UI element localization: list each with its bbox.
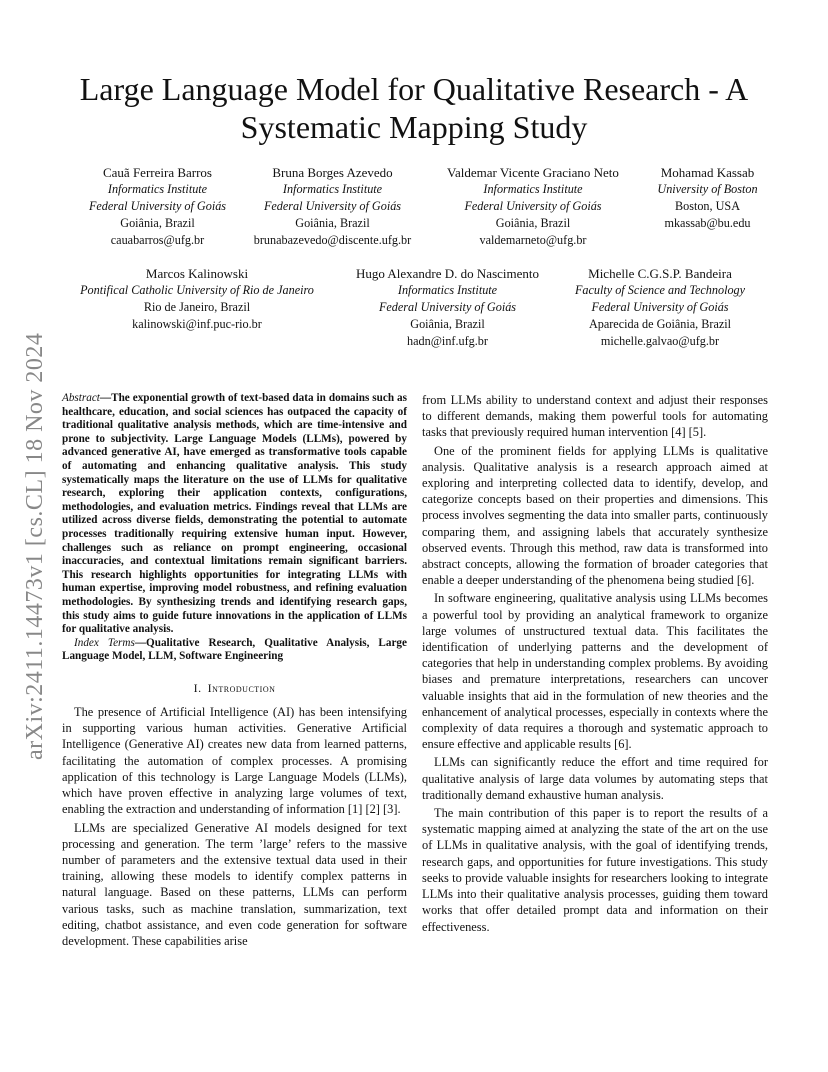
right-column: [422, 392, 768, 935]
author-name: Cauã Ferreira Barros: [102, 165, 212, 180]
author-affiliation: Federal University of Goiás: [263, 199, 402, 213]
author-name: Valdemar Vicente Graciano Neto: [447, 165, 619, 180]
author-email: mkassab@bu.edu: [664, 216, 751, 230]
author-email: hadn@inf.ufg.br: [407, 334, 488, 348]
author-name: Bruna Borges Azevedo: [272, 165, 393, 180]
author-city: Boston, USA: [674, 199, 740, 213]
author-affiliation: Federal University of Goiás: [464, 199, 602, 213]
author-email: cauabarros@ufg.br: [110, 233, 205, 247]
body-paragraph: In software engineering, qualitative analysis using LLMs becomes a powerful tool by providing an analytical framework to organize large volumes of unstructured textual data. This facilitates the identification of underlying patterns and the development of categories that help in understanding complex problems. By avoiding biases and premature interpretations, researchers can uncover valuable insights that aid in the formulation of new theories and the enhancement of analytical processes, especially in contexts where the complexity of data requires a thorough and systematic approach to ensure effective and applicable results [6].: [422, 591, 768, 752]
section-title: Introduction: [207, 680, 276, 695]
author-email: brunabazevedo@discente.ufg.br: [253, 233, 412, 247]
body-paragraph: from LLMs ability to understand context and adjust their responses to different demands, making them powerful tools for automating tasks that previously required human intervention [4] [5].: [422, 393, 768, 440]
author-affiliation: University of Boston: [657, 182, 758, 196]
abstract-label: Abstract: [62, 392, 100, 404]
author-block: [560, 265, 760, 350]
body-paragraph: The presence of Artificial Intelligence (AI) has been intensifying in supporting various human activities. Generative Artificial Intelligence (Generative AI) creates new data from learned patterns, facilitating the automation of complex processes. A promising application of this technology is Large Language Models (LLMs), which have proven effective in analyzing large volumes of text, enabling the extraction and understanding of information [1] [2] [3].: [62, 705, 407, 817]
author-affiliation: Informatics Institute: [107, 182, 208, 196]
abstract-text: —The exponential growth of text-based data in domains such as healthcare, education, and social sciences has outpaced the capacity of traditional qualitative analysis methods, which are time-intensive and prone to subjectivity. Large Language Models (LLMs), powered by advanced generative AI, have emerged as transformative tools capable of automating and enhancing qualitative analysis. This study systematically maps the literature on the use of LLMs for qualitative research, exploring their application contexts, configurations, methodologies, and evaluation metrics. Findings reveal that LLMs are utilized across diverse fields, demonstrating the potential to automate processes traditionally requiring extensive human input. However, challenges such as reliance on prompt engineering, occasional inaccuracies, and contextual limitations remain significant barriers. This research highlights opportunities for integrating LLMs with human expertise, improving model robustness, and refining evaluation methodologies. By synthesizing trends and identifying research gaps, this study aims to guide future innovations in the application of LLMs for qualitative analysis.: [62, 392, 407, 636]
arxiv-stamp: arXiv:2411.14473v1 [cs.CL] 18 Nov 2024: [22, 332, 48, 760]
section-number: I.: [193, 680, 202, 695]
abstract: [62, 392, 407, 637]
author-affiliation: Informatics Institute: [282, 182, 383, 196]
author-affiliation: Federal University of Goiás: [591, 300, 729, 314]
body-paragraph: One of the prominent fields for applying LLMs is qualitative analysis. Qualitative analysis is a research approach aimed at exploring and interpreting collected data to identify, develop, and categorize concepts based on their properties and dimensions. This process involves segmenting the data into smaller parts, continuously comparing them, and assigning labels that accurately synthesize observed events. Through this method, raw data is transformed into abstract concepts, allowing the formation of broader categories that enable a deeper understanding of the phenomena being studied [6].: [422, 443, 768, 588]
author-city: Aparecida de Goiânia, Brazil: [588, 317, 732, 331]
author-affiliation: Informatics Institute: [483, 182, 583, 196]
body-paragraph: The main contribution of this paper is to report the results of a systematic mapping aimed at analyzing the state of the art on the use of LLMs in qualitative analysis, with the goal of identifying trends, research gaps, and opportunities for future investigations. This study seeks to provide valuable insights for researchers looking to integrate LLMs into their qualitative analysis processes, guiding them toward works that offer detailed prompt data and information on their effectiveness.: [422, 806, 768, 934]
author-city: Goiânia, Brazil: [295, 216, 370, 230]
author-city: Goiânia, Brazil: [120, 216, 195, 230]
author-name: Hugo Alexandre D. do Nascimento: [355, 266, 540, 281]
author-block: [433, 164, 633, 249]
author-email: valdemarneto@ufg.br: [479, 233, 587, 247]
author-city: Rio de Janeiro, Brazil: [143, 300, 251, 314]
author-email: kalinowski@inf.puc-rio.br: [132, 317, 262, 331]
author-affiliation: Faculty of Science and Technology: [574, 283, 746, 297]
index-terms-label: Index Terms: [74, 636, 135, 649]
author-affiliation: Pontifical Catholic University of Rio de Janeiro: [80, 283, 314, 297]
index-terms-text: —Qualitative Research, Qualitative Analysis, Large Language Model, LLM, Software Engineering: [62, 636, 407, 663]
index-terms: [62, 637, 407, 664]
section-heading-introduction: [62, 680, 407, 696]
left-column: [62, 392, 407, 949]
author-city: Goiânia, Brazil: [495, 216, 571, 230]
author-block: [80, 164, 235, 249]
author-block: [245, 164, 420, 249]
author-block: [645, 164, 770, 232]
author-name: Michelle C.G.S.P. Bandeira: [588, 266, 732, 281]
body-paragraph: LLMs are specialized Generative AI models designed for text processing and generation. The term ’large’ refers to the massive number of parameters and the extensive textual data used in their training, allowing these models to identify complex patterns in natural language. Based on these patterns, LLMs can perform various tasks, such as machine translation, summarization, text editing, chatbot assistance, and even code generation for software development. These capabilities arise: [62, 820, 407, 948]
author-block: [62, 265, 332, 333]
author-city: Goiânia, Brazil: [410, 317, 485, 331]
author-email: michelle.galvao@ufg.br: [600, 334, 720, 348]
body-paragraph: LLMs can significantly reduce the effort and time required for qualitative analysis of large data volumes by automating steps that traditionally demand exhaustive human analysis.: [422, 755, 768, 802]
author-name: Marcos Kalinowski: [145, 266, 249, 281]
paper-title: Large Language Model for Qualitative Research - A Systematic Mapping Study: [79, 71, 749, 145]
author-affiliation: Informatics Institute: [397, 283, 498, 297]
author-affiliation: Federal University of Goiás: [88, 199, 227, 213]
author-affiliation: Federal University of Goiás: [378, 300, 517, 314]
author-block: [340, 265, 555, 350]
author-name: Mohamad Kassab: [660, 165, 755, 180]
